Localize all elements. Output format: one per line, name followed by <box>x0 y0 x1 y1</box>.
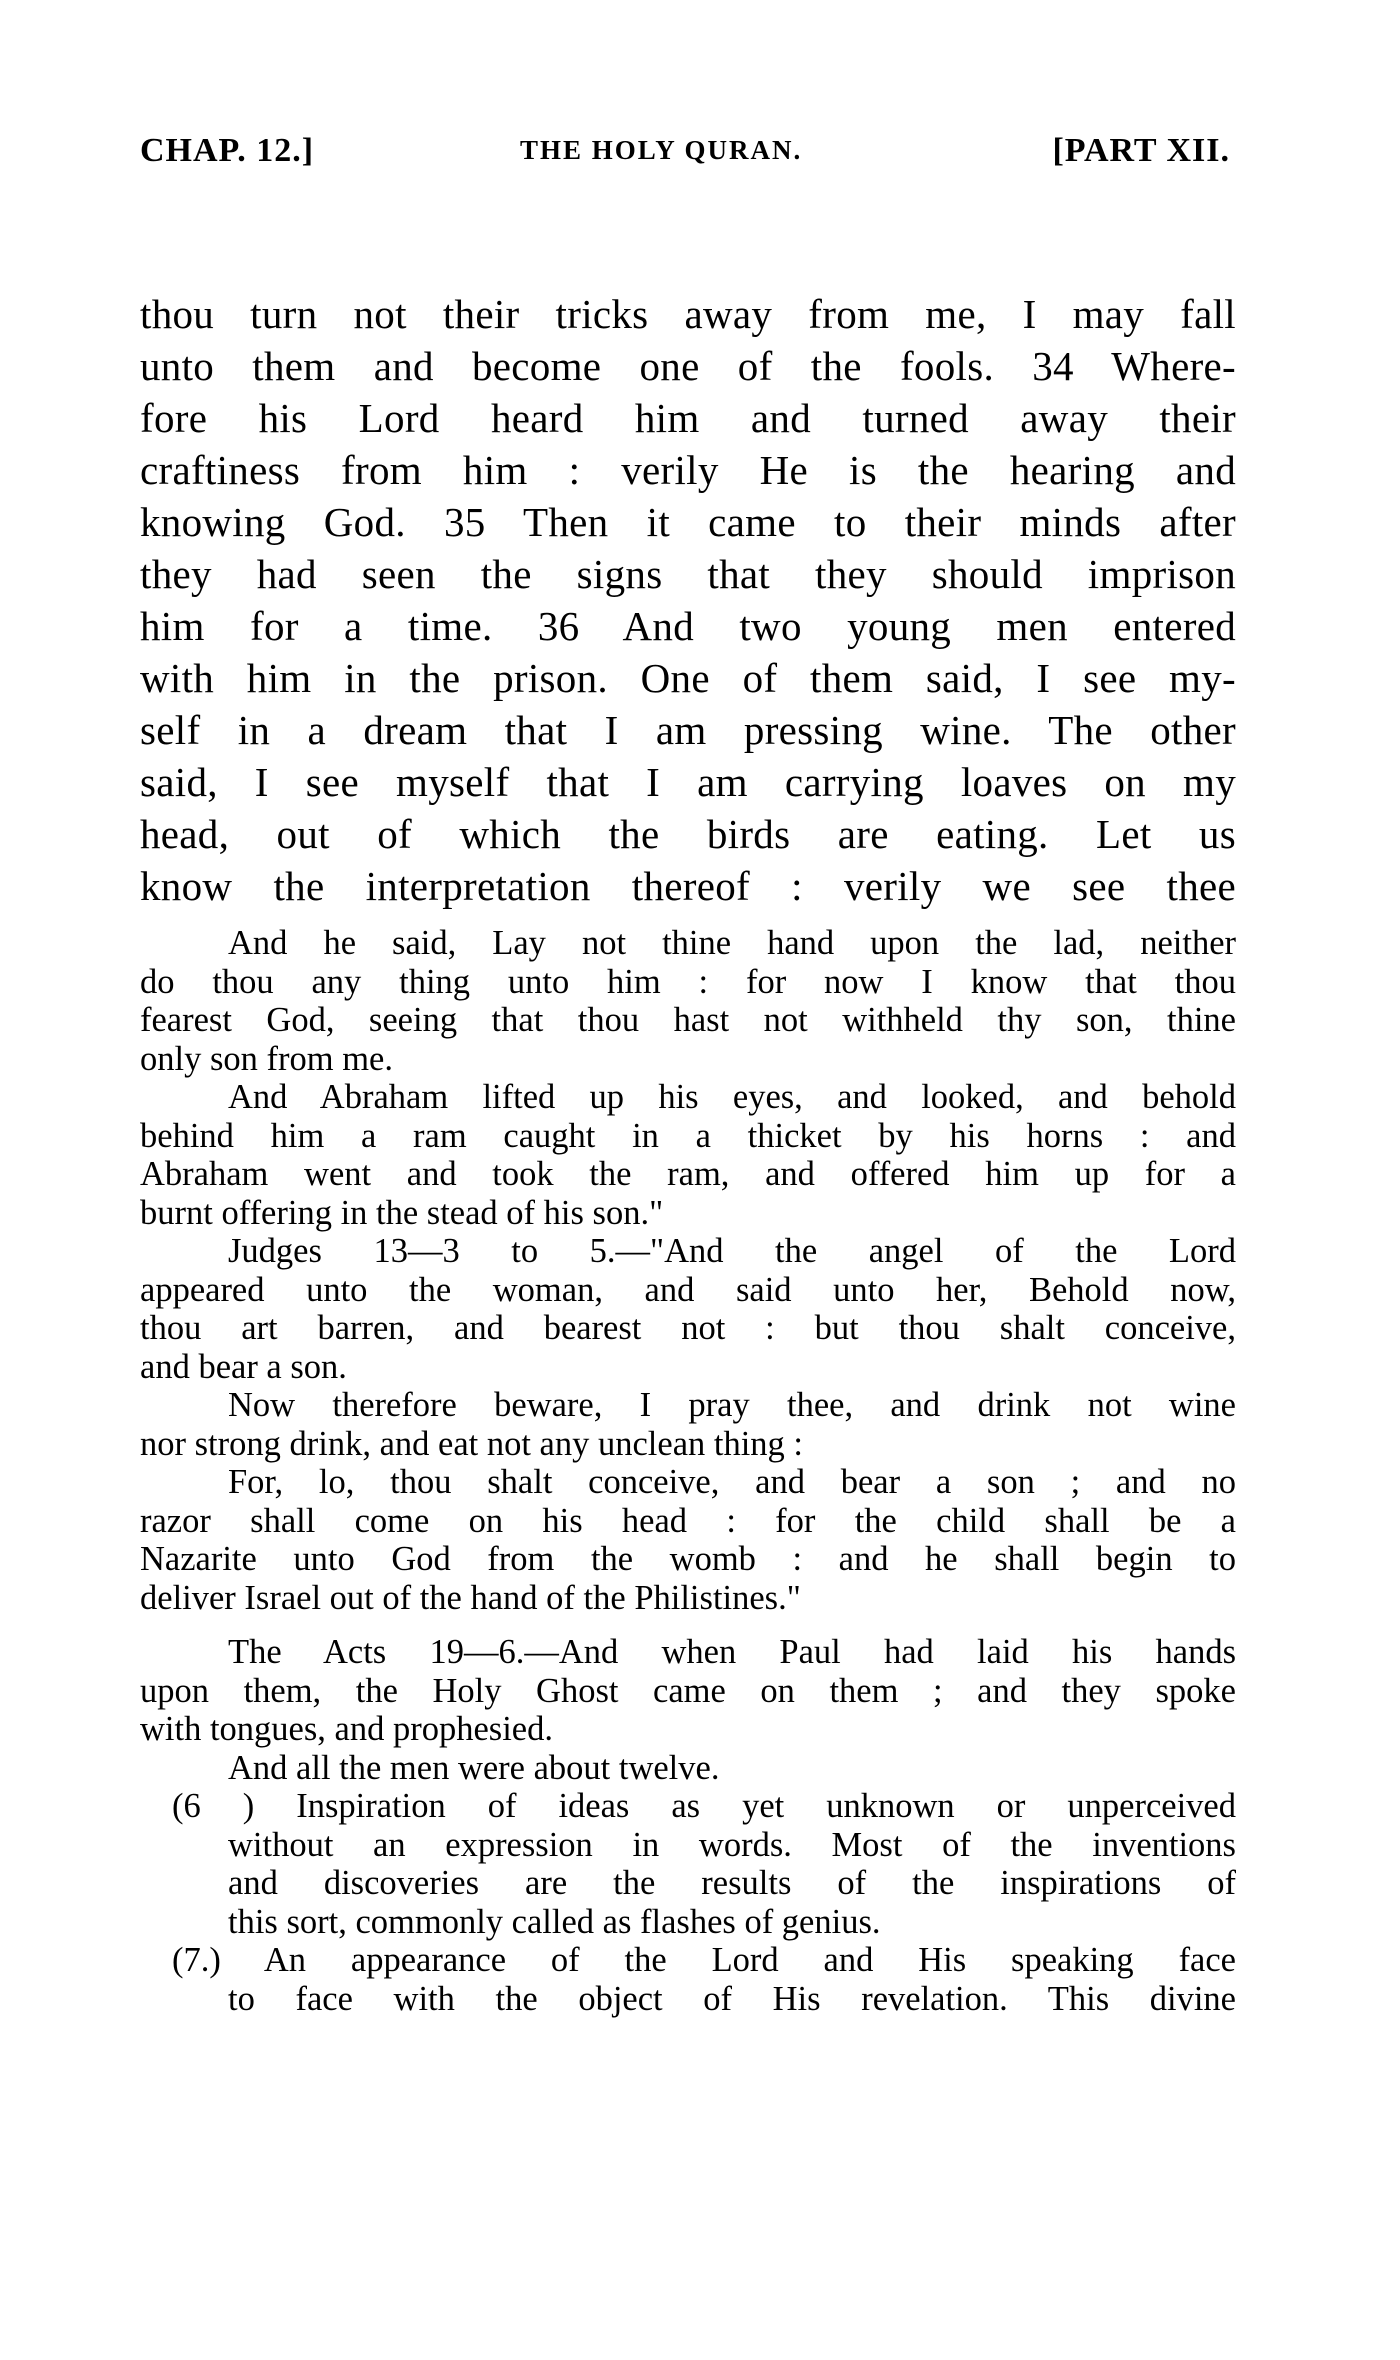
text-line: unto them and become one of the fools. 34 Where- <box>140 343 1236 389</box>
header-part: [PART XII. <box>1052 132 1230 169</box>
header-title: THE HOLY QURAN. <box>520 135 803 165</box>
note-line: and discoveries are the results of the inspirations of <box>228 1864 1236 1902</box>
text-line: self in a dream that I am pressing wine. The other <box>140 707 1236 753</box>
note-line: upon them, the Holy Ghost came on them ; and they spoke <box>140 1671 1236 1710</box>
note-line: nor strong drink, and eat not any unclean thing : <box>140 1424 804 1463</box>
footnote-block <box>140 924 1236 2018</box>
note-line: without an expression in words. Most of the inventions <box>228 1825 1236 1864</box>
note-line: And he said, Lay not thine hand upon the lad, neither <box>228 924 1236 962</box>
note-line: deliver Israel out of the hand of the Philistines." <box>140 1578 801 1617</box>
text-line: him for a time. 36 And two young men entered <box>140 603 1236 649</box>
note-line: behind him a ram caught in a thicket by his horns : and <box>140 1116 1236 1155</box>
note-line: appeared unto the woman, and said unto her, Behold now, <box>140 1270 1236 1309</box>
note-line: to face with the object of His revelation. This divine <box>228 1979 1236 2018</box>
note-line: Nazarite unto God from the womb : and he shall begin to <box>140 1540 1236 1578</box>
note-line: fearest God, seeing that thou hast not withheld thy son, thine <box>140 1001 1236 1039</box>
text-line: thou turn not their tricks away from me, I may fall <box>140 291 1236 337</box>
text-line: knowing God. 35 Then it came to their minds after <box>140 499 1236 545</box>
note-line: Judges 13—3 to 5.—"And the angel of the Lord <box>228 1232 1236 1270</box>
note-line: burnt offering in the stead of his son." <box>140 1193 664 1232</box>
note-line: And all the men were about twelve. <box>228 1748 720 1787</box>
translation-text <box>140 288 1236 912</box>
text-line: fore his Lord heard him and turned away their <box>140 395 1236 441</box>
note-line: this sort, commonly called as flashes of genius. <box>228 1902 881 1941</box>
text-line: craftiness from him : verily He is the hearing and <box>140 447 1236 493</box>
note-line: The Acts 19—6.—And when Paul had laid his hands <box>228 1633 1236 1671</box>
note-line: razor shall come on his head : for the child shall be a <box>140 1501 1236 1540</box>
note-line: thou art barren, and bearest not : but thou shalt conceive, <box>140 1309 1236 1347</box>
text-line: with him in the prison. One of them said, I see my- <box>140 655 1236 701</box>
note-line: For, lo, thou shalt conceive, and bear a son ; and no <box>228 1463 1236 1501</box>
note-line: Abraham went and took the ram, and offered him up for a <box>140 1155 1236 1193</box>
header-chapter: CHAP. 12.] <box>140 132 315 169</box>
text-line: head, out of which the birds are eating. Let us <box>140 811 1236 857</box>
note-line: Now therefore beware, I pray thee, and drink not wine <box>228 1386 1236 1424</box>
note-line: And Abraham lifted up his eyes, and looked, and behold <box>228 1078 1236 1116</box>
note-line: (6 ) Inspiration of ideas as yet unknown or unperceived <box>172 1787 1236 1825</box>
note-line: only son from me. <box>140 1039 393 1078</box>
text-line: they had seen the signs that they should imprison <box>140 551 1236 597</box>
running-header <box>140 132 1230 182</box>
text-line: said, I see myself that I am carrying loaves on my <box>140 759 1236 805</box>
note-line: do thou any thing unto him : for now I know that thou <box>140 962 1236 1001</box>
text-line: know the interpretation thereof : verily we see thee <box>140 863 1236 909</box>
note-line: with tongues, and prophesied. <box>140 1710 553 1748</box>
note-line: and bear a son. <box>140 1347 347 1386</box>
note-line: (7.) An appearance of the Lord and His speaking face <box>172 1941 1236 1979</box>
